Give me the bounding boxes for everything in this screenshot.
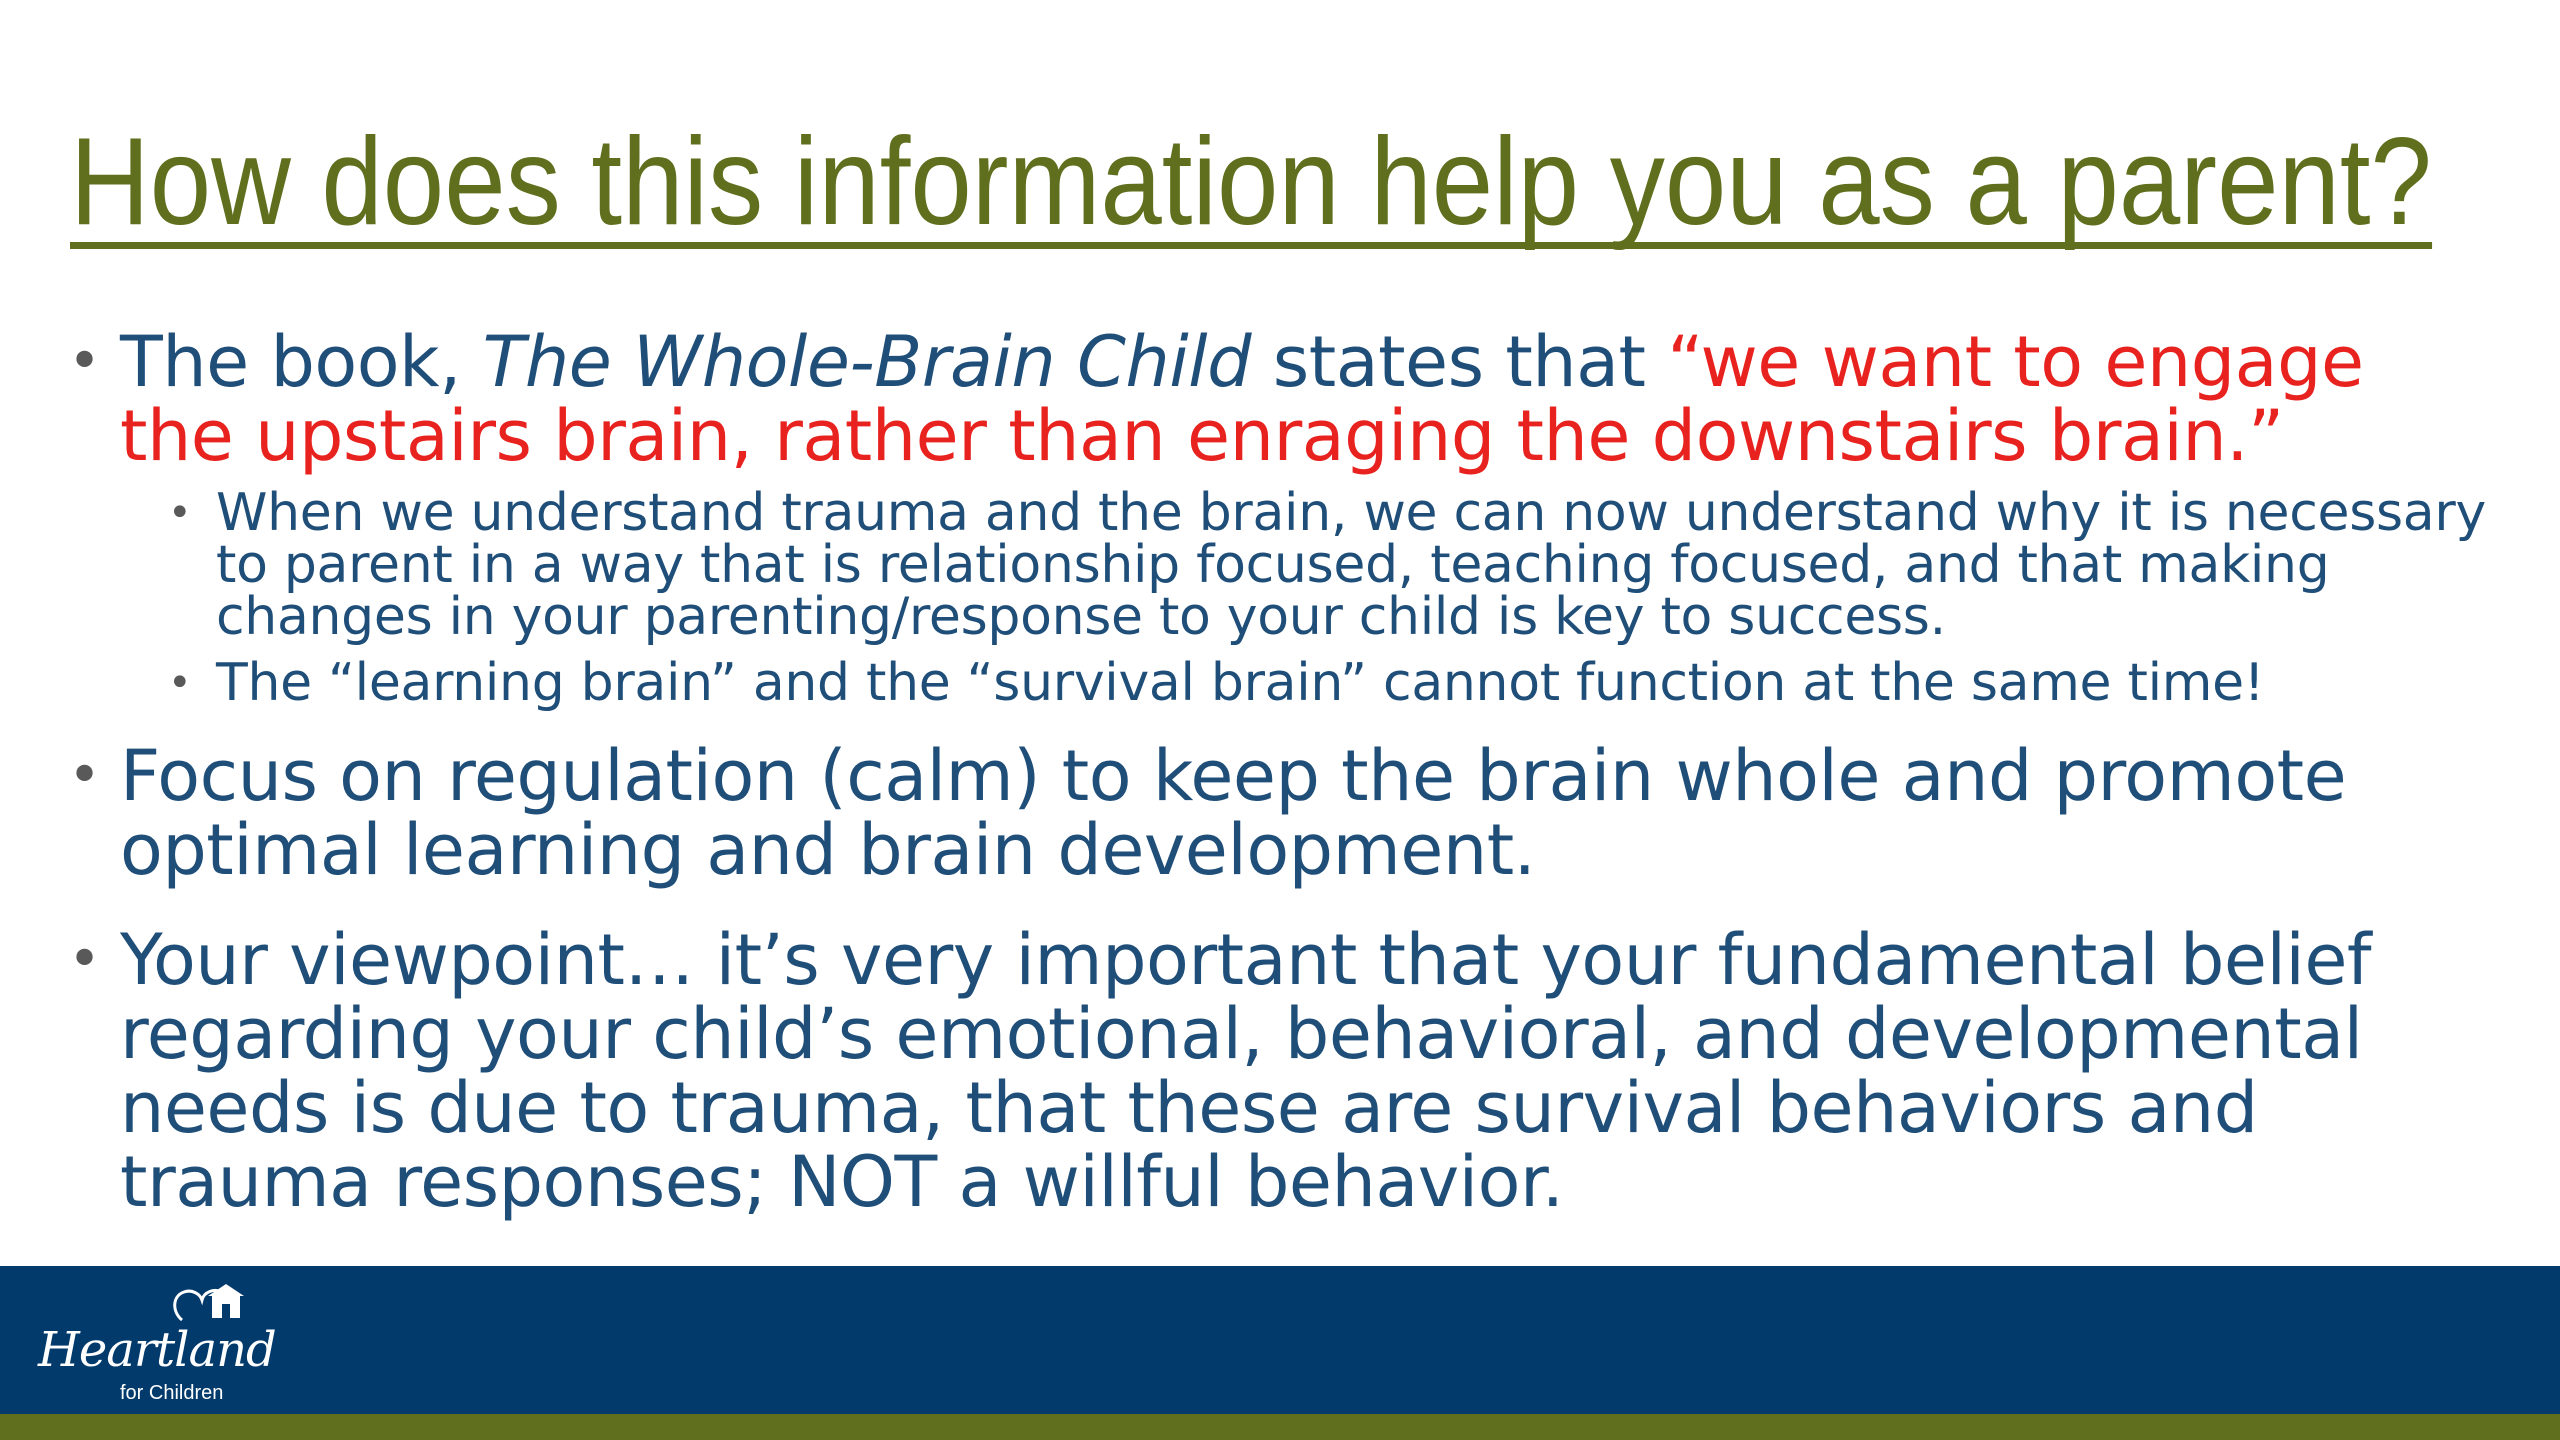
bullet-text-prefix: The book, — [120, 321, 483, 403]
slide-body — [68, 321, 2488, 1223]
bullet-text: Focus on regulation (calm) to keep the brain whole and promote optimal learning and brain development. — [120, 735, 2347, 891]
bullet-dot: • — [68, 329, 101, 394]
sub-bullet-dot: • — [168, 490, 192, 536]
bullet-focus-regulation — [68, 735, 2488, 891]
sub-bullet-text: When we understand trauma and the brain, we can now understand why it is necessary to parent in a way that is relationship focused, teaching focused, and that making changes in your parenting/response to your child is key to success. — [216, 483, 2486, 647]
book-quote: “we want to engage the upstairs brain, rather than enraging the downstairs brain.” — [120, 321, 2364, 477]
bullet-text: Your viewpoint… it’s very important that your fundamental belief regarding your child’s emotional, behavioral, and developmental needs is due to trauma, that these are survival behaviors and trauma responses; NOT a willful behavior. — [120, 919, 2372, 1223]
footer-band — [0, 1266, 2560, 1414]
sub-bullet-understand-trauma — [68, 483, 2488, 647]
bullet-dot: • — [68, 743, 101, 808]
bullet-your-viewpoint — [68, 919, 2488, 1223]
sub-bullet-learning-brain — [68, 653, 2488, 713]
footer-stripe — [0, 1414, 2560, 1440]
logo-wordmark: Heartland — [38, 1322, 276, 1378]
sub-bullet-text: The “learning brain” and the “survival brain” cannot function at the same time! — [216, 653, 2265, 713]
slide-title — [70, 112, 2432, 252]
bullet-whole-brain-child — [68, 321, 2488, 477]
book-title: The Whole-Brain Child — [482, 321, 1252, 403]
slide-title-text: How does this information help you as a parent? — [70, 113, 2432, 251]
bullet-dot: • — [68, 927, 101, 992]
logo-tagline: for Children — [120, 1382, 224, 1404]
sub-bullet-dot: • — [168, 660, 192, 706]
bullet-text-middle: states that — [1251, 321, 1668, 403]
heartland-logo — [38, 1282, 276, 1406]
